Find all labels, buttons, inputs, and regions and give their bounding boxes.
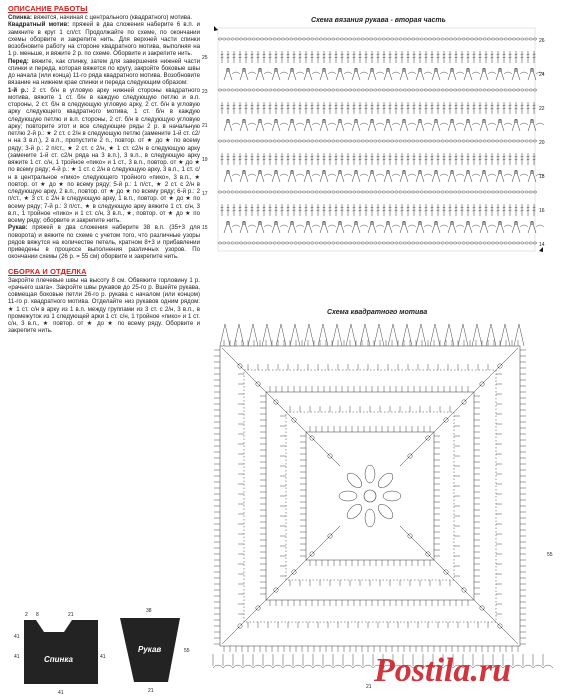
back-label: Спинка bbox=[44, 655, 73, 664]
row-number: 18 bbox=[539, 174, 545, 180]
sleeve-row bbox=[221, 102, 536, 114]
paragraph-rows: 1-й р.: 2 ст. б/н в угловую арку нижней стороны квадратного мотива, вяжите 1 ст. б/н в каждую следующую петлю и в.п. стороны, 2 ст. б/н в следующую угловую арку, 2 ст. б/н в угловую арку следующего квадратного мотива, 1 ст. б/н в каждую следующую петлю и в.п. стороны, 2 ст. б/н в следующую угловую арку; повторите этот и все следующие ряды 2 р. в начальную петлю 2-й р.: ★ 2 ст. с 2/н в следующую петлю (замените 1-й ст. с2/н на 3 в.п.), 2 в.п., пропустите 2 п., повтор. от ★ до ★ по всему ряду; 3-й р.: 2 п/ст., ★ 2 ст. с 2/н, ★ 1 ст. с2/н в следующую арку (замените 1-й ст. с2/н ряда на 3 в.п.), 3 в.п., в следующую арку вяжите 1 ст. с/н, 1 тройное «пико» и 1 ст., 3 в.п., повтор. от ★ до ★ по всему ряду; 4-й р.: ★ 1 ст. с 2/н в следующую арку, 3 в.п., 1 ст. с/н в центральное «пико» следующего тройного «пико», 3 в.п., ★ повтор. от ★ до ★ по всему ряду; 5-й р.: 1 п/ст., ★ 2 ст. с 2/н в следующую арку, 2 в.п., повтор. от ★ до ★ по всему ряду; 6-й р.: 2 п/ст., ★ 3 ст. с 2/н в следующую арку, 1 в.п., повтор. от ★ до ★ по всему ряду; 7-й р.: 3 п/ст., ★ в следующую арку вяжите 1 ст. с/н, 3 в.п., 1 тройное «пико» и 1 ст. с/н, 3 в.п., ★, повтор. от ★ до ★ по всему ряду; оборвите и закрепите нить. bbox=[8, 86, 200, 224]
row-number: 19 bbox=[202, 157, 208, 163]
paragraph-sleeve: Рукав: пряжей в два сложения наберите 38 в.п. (35+3 для поворота) и вяжите по схеме с учетом того, что различные узоры рядов вяжутся на количестве петель, кратном 8+3 и прибавлении приведены в процессе выполнения различных узоров. По окончании схемы (26 р. = 55 см) оборвите и закрепите нить. bbox=[8, 224, 200, 261]
motif-diagram bbox=[205, 316, 555, 696]
sleeve-row bbox=[218, 242, 536, 244]
paragraph-front: Перед: вяжите, как спинку, затем для завершения нижней части спинки и переда, которая вяжется по кругу, закройте боковые швы до начала (или конца) 11-го ряда квадратного мотива. Возобновите вязание на нижнем крае спинки и переда следующим образом: bbox=[8, 57, 200, 87]
sleeve-row bbox=[221, 153, 536, 165]
paragraph-motif: Квадратный мотив: пряжей в два сложения наберите 6 в.п. и замкните в круг 1 сл/ст. Продолжайте по схеме, по окончании схемы оборвите и закрепите нить. Для верхней части спинки возобновите работу на стороне квадратного мотива, выполняя на 1 р. меньше, и вяжите 2 р. по схеме. Оборвите и закрепите нить. bbox=[8, 21, 200, 58]
sleeve-diagram bbox=[200, 22, 555, 262]
back-schematic bbox=[14, 612, 106, 696]
svg-text:38: 38 bbox=[146, 608, 152, 614]
sleeve-row bbox=[218, 191, 536, 193]
row-number: 17 bbox=[202, 191, 208, 197]
motif-top-extension bbox=[220, 324, 524, 346]
sleeve-row bbox=[218, 140, 536, 142]
sleeve-row bbox=[224, 68, 544, 80]
svg-text:21: 21 bbox=[148, 688, 154, 694]
svg-text:41: 41 bbox=[100, 654, 106, 660]
motif-rounds bbox=[214, 340, 526, 652]
paragraph-back: Спинка: вяжется, начиная с центрального (квадратного) мотива. bbox=[8, 14, 193, 21]
svg-text:41: 41 bbox=[14, 654, 20, 660]
row-number: 16 bbox=[539, 208, 545, 214]
sleeve-row bbox=[224, 119, 544, 131]
sleeve-row bbox=[224, 221, 544, 233]
svg-text:55: 55 bbox=[184, 648, 190, 654]
svg-text:41: 41 bbox=[58, 690, 64, 696]
row-number: 22 bbox=[539, 106, 545, 112]
row-number: 14 bbox=[539, 242, 545, 248]
svg-text:21: 21 bbox=[68, 612, 74, 618]
svg-text:8: 8 bbox=[36, 612, 39, 618]
sleeve-row bbox=[218, 38, 536, 40]
postila-logo: Postila.ru bbox=[374, 652, 511, 689]
motif-schema-title: Схема квадратного мотива bbox=[327, 309, 428, 316]
row-number: 23 bbox=[202, 89, 208, 95]
instructions-column bbox=[4, 4, 200, 544]
sleeve-row bbox=[218, 89, 536, 91]
motif-right-dim: 55 bbox=[547, 552, 553, 558]
sleeve-row bbox=[224, 170, 544, 182]
assembly-title: СБОРКА И ОТДЕЛКА bbox=[8, 266, 87, 276]
garment-schematics bbox=[10, 598, 200, 698]
row-number: 25 bbox=[202, 55, 208, 61]
svg-text:2: 2 bbox=[25, 612, 28, 618]
sleeve-schema-title: Схема вязания рукава - вторая часть bbox=[311, 17, 446, 24]
row-number: 15 bbox=[202, 225, 208, 231]
svg-text:41: 41 bbox=[14, 634, 20, 640]
work-description-title: ОПИСАНИЕ РАБОТЫ bbox=[8, 4, 88, 13]
paragraph-assembly: Закройте плечевые швы на высоту 8 см. Обвяжите горловину 1 р. «рачьего шага». Закройте швы рукавов до 25-го р. Вшейте рукава, совмещая боковые петли 26-го р. рукава с началом (или концом) 11-го р. квадратного мотива. Отделайте низ рукавов одним рядом: ★ 1 ст. с/н в арку из 1 в.п. между группами из 3 ст. с 2/н, 3 в.п., в промежуток из 1 следующей арки 1 ст. с/н, 1 тройное «пико» и 1 ст. с/н, 3 в.п., ★ повтор. от ★ до ★ по всему ряду. Оборвите и закрепите нить. bbox=[8, 276, 200, 335]
sleeve-row bbox=[221, 51, 536, 63]
row-number: 21 bbox=[202, 123, 208, 129]
row-number: 26 bbox=[539, 38, 545, 44]
sleeve-schematic bbox=[120, 608, 190, 694]
motif-bottom-dim: 21 bbox=[366, 684, 372, 690]
sleeve-label: Рукав bbox=[138, 645, 162, 654]
row-number: 20 bbox=[539, 140, 545, 146]
row-number: 24 bbox=[539, 72, 545, 78]
sleeve-row bbox=[221, 204, 536, 216]
